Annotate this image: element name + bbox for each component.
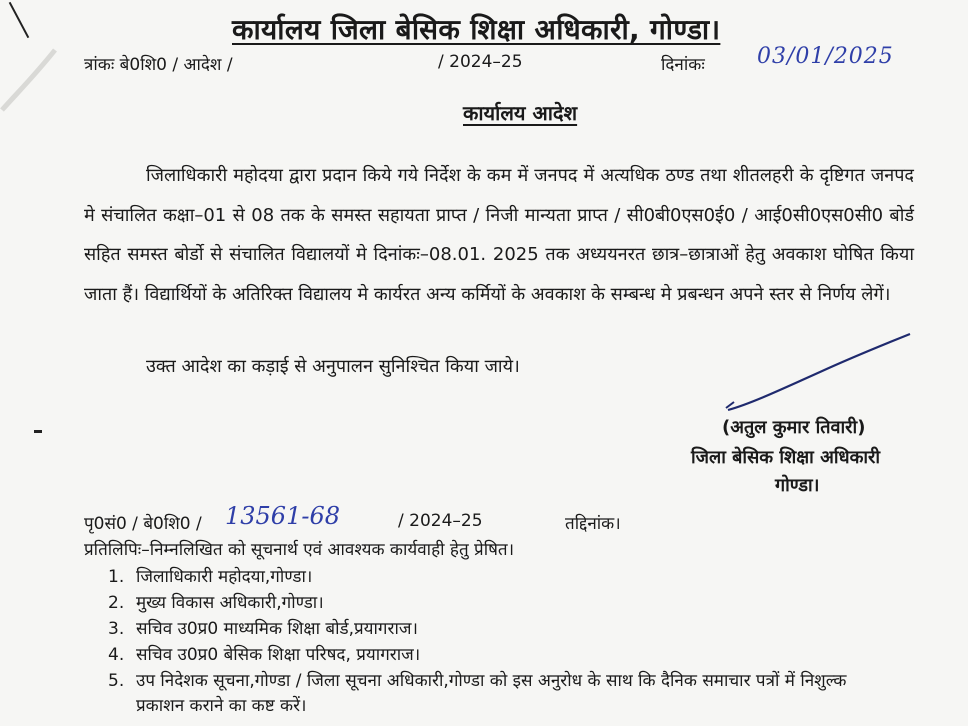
handwritten-date: 03/01/2025 (757, 44, 894, 69)
margin-dot (34, 430, 42, 433)
endorsement-year: / 2024–25 (398, 511, 483, 531)
handwritten-endorsement-number: 13561-68 (225, 502, 340, 530)
list-item-text: मुख्य विकास अधिकारी,गोण्डा। (136, 593, 324, 613)
list-item (108, 565, 898, 590)
list-item-number: 3. (108, 619, 125, 639)
list-item-number: 5. (108, 671, 125, 691)
office-heading: कार्यालय जिला बेसिक शिक्षा अधिकारी, गोण्डा। (232, 13, 721, 46)
order-body-paragraph: जिलाधिकारी महोदया द्वारा प्रदान किये गये निर्देश के कम में जनपद में अत्यधिक ठण्ड तथा शीतलहरी के दृष्टिगत जनपद मे संचालित कक्षा–01 से 08 तक के समस्त सहायता प्राप्त / निजी मान्यता प्राप्त / सी0बी0एस0ई0 / आई0सी0एस0सी0 बोर्ड सहित समस्त बोर्डो से संचालित विद्यालयों मे दिनांकः–08.01. 2025 तक अध्ययनरत छात्र–छात्राओं हेतु अवकाश घोषित किया जाता हैं। विद्यार्थियों के अतिरिक्त विद्यालय मे कार्यरत अन्य कर्मियों के अवकाश के सम्बन्ध मे प्रबन्धन अपने स्तर से निर्णय लेगें। (84, 165, 914, 305)
recipient-list (108, 565, 898, 720)
endorsement-date: तद्दिनांक। (565, 514, 621, 534)
copy-to-heading: प्रतिलिपिः–निम्नलिखित को सूचनार्थ एवं आवश्यक कार्यवाही हेतु प्रेषित। (84, 540, 515, 560)
list-item (108, 617, 898, 642)
signature-stroke (720, 330, 920, 420)
list-item-text: सचिव उ0प्र0 बेसिक शिक्षा परिषद, प्रयागराज। (136, 645, 421, 665)
list-item-text: सचिव उ0प्र0 माध्यमिक शिक्षा बोर्ड,प्रयागराज। (136, 619, 418, 639)
order-reference: त्रांकः बे0शि0 / आदेश / (84, 55, 233, 75)
endorsement-reference: पृ0सं0 / बे0शि0 / (84, 514, 202, 534)
list-item-text: उप निदेशक सूचना,गोण्डा / जिला सूचना अधिकारी,गोण्डा को इस अनुरोध के साथ कि दैनिक समाचार पत्रों में निशुल्क प्रकाशन कराने का कष्ट करें। (136, 671, 847, 716)
signatory-name: (अतुल कुमार तिवारी) (722, 417, 866, 438)
corner-mark (9, 2, 30, 38)
order-title: कार्यालय आदेश (463, 101, 578, 125)
list-item-text: जिलाधिकारी महोदया,गोण्डा। (136, 567, 313, 587)
compliance-paragraph: उक्त आदेश का कड़ाई से अनुपालन सुनिश्चित किया जाये। (146, 356, 520, 377)
date-label: दिनांकः (661, 55, 705, 75)
signatory-place: गोण्डा। (775, 475, 820, 496)
list-item (108, 643, 898, 668)
list-item (108, 669, 898, 719)
list-item (108, 591, 898, 616)
list-item-number: 1. (108, 567, 125, 587)
order-reference-year: / 2024–25 (438, 52, 523, 72)
signatory-designation: जिला बेसिक शिक्षा अधिकारी (691, 447, 881, 468)
list-item-number: 4. (108, 645, 125, 665)
binding-thread-graphic (0, 40, 60, 130)
list-item-number: 2. (108, 593, 125, 613)
